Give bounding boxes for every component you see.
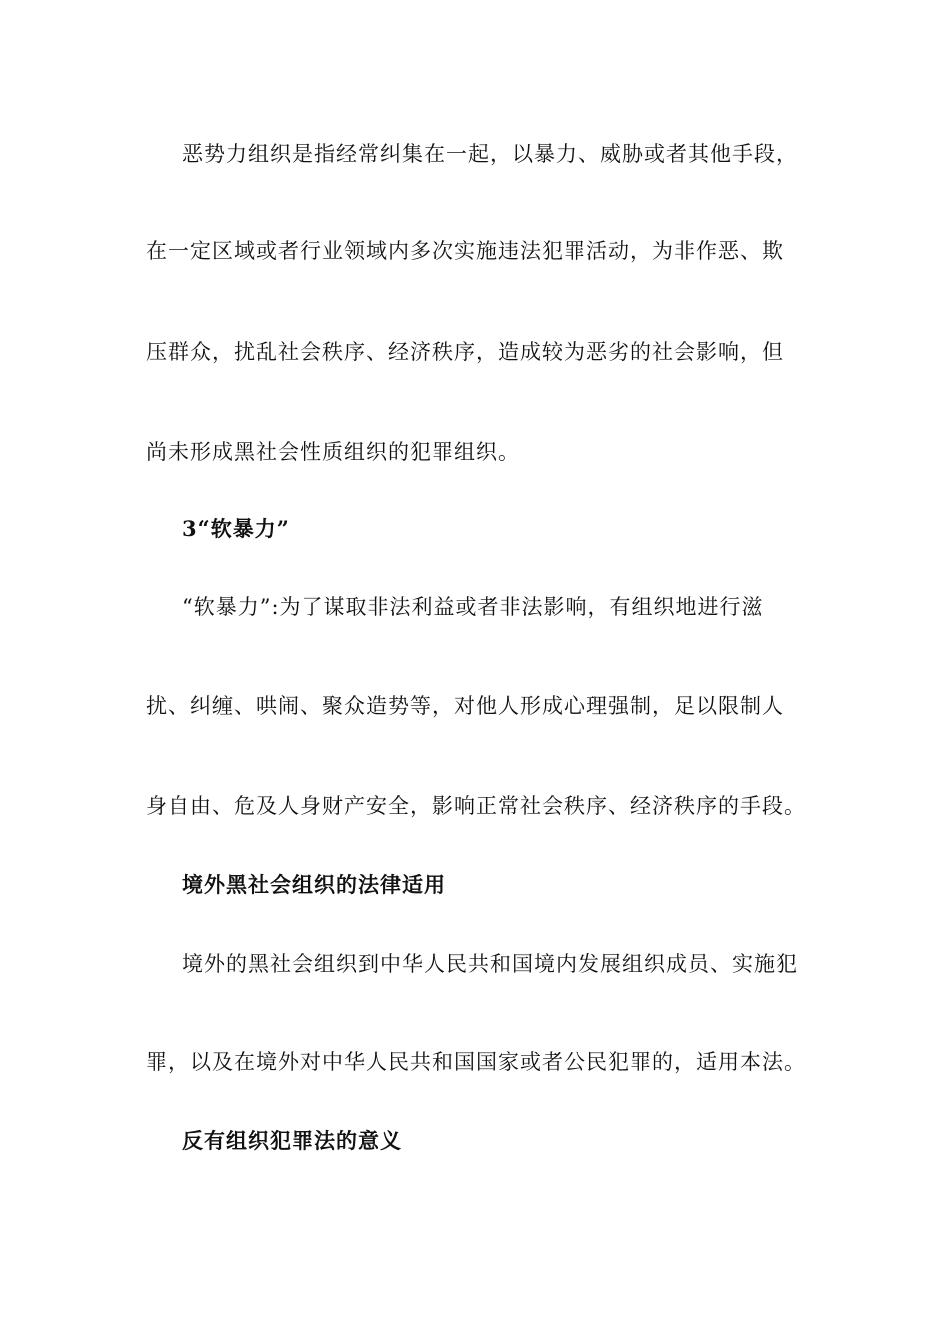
- paragraph-1-line-1: 恶势力组织是指经常纠集在一起，以暴力、威胁或者其他手段，: [182, 142, 798, 166]
- section-heading-overseas-law: 境外黑社会组织的法律适用: [182, 872, 446, 897]
- section-heading-soft-violence: 3“软暴力”: [182, 516, 290, 541]
- paragraph-2-line-2: 扰、纠缠、哄闹、聚众造势等，对他人形成心理强制，足以限制人: [146, 694, 784, 718]
- paragraph-1-line-4: 尚未形成黑社会性质组织的犯罪组织。: [146, 440, 520, 464]
- paragraph-1-line-3: 压群众，扰乱社会秩序、经济秩序，造成较为恶劣的社会影响，但: [146, 340, 784, 364]
- paragraph-2-line-3: 身自由、危及人身财产安全，影响正常社会秩序、经济秩序的手段。: [146, 794, 806, 818]
- section-heading-law-significance: 反有组织犯罪法的意义: [182, 1128, 402, 1153]
- paragraph-3-line-1: 境外的黑社会组织到中华人民共和国境内发展组织成员、实施犯: [182, 952, 798, 976]
- paragraph-1-line-2: 在一定区域或者行业领域内多次实施违法犯罪活动，为非作恶、欺: [146, 239, 784, 263]
- paragraph-3-line-2: 罪，以及在境外对中华人民共和国国家或者公民犯罪的，适用本法。: [146, 1050, 806, 1074]
- paragraph-2-line-1: “软暴力”:为了谋取非法利益或者非法影响，有组织地进行滋: [182, 595, 764, 619]
